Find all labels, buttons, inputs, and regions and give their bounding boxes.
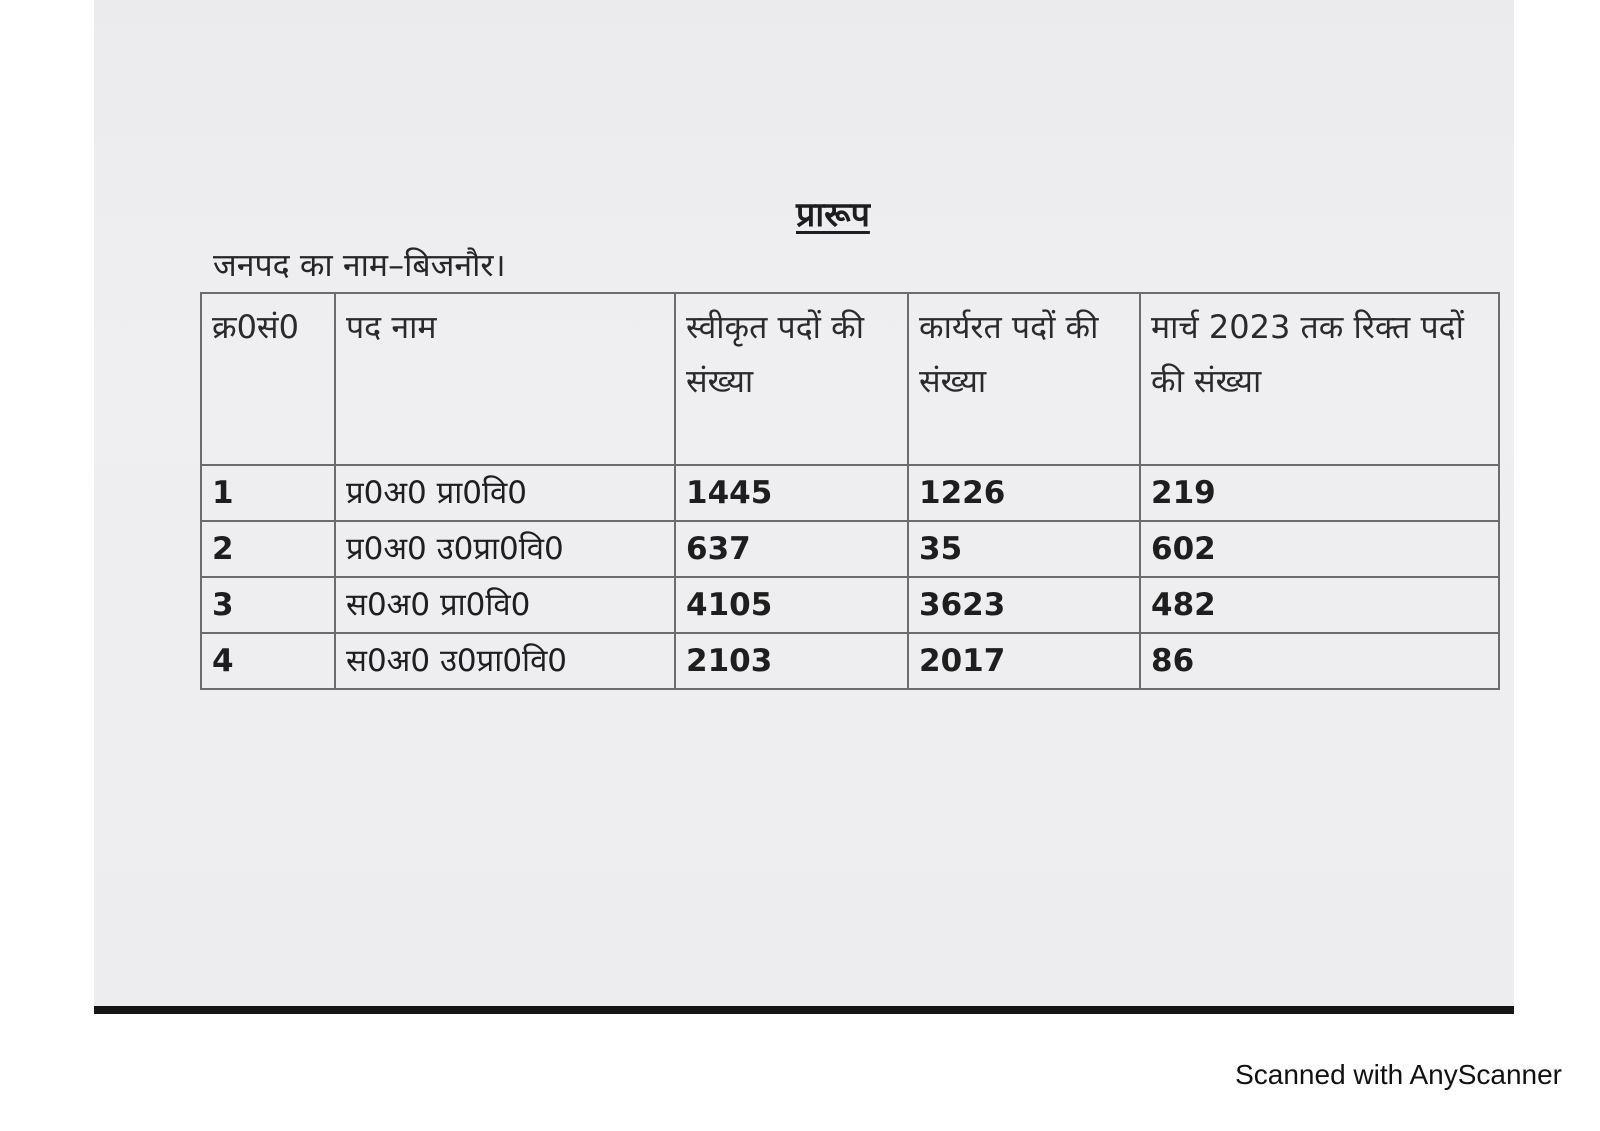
district-line: जनपद का नाम–बिजनौर। [213,246,506,284]
header-vacant-posts: मार्च 2023 तक रिक्त पदों की संख्या [1140,293,1499,465]
cell-serial-no: 3 [201,577,335,633]
document-title: प्रारूप [796,195,870,235]
header-sanctioned-posts: स्वीकृत पदों की संख्या [675,293,908,465]
cell-post-name: स0अ0 प्रा0वि0 [335,577,675,633]
table-row [201,577,1499,633]
table-row [201,465,1499,521]
page-edge-divider [94,1006,1514,1014]
table-row [201,521,1499,577]
cell-working: 2017 [908,633,1140,689]
cell-vacant: 86 [1140,633,1499,689]
cell-post-name: स0अ0 उ0प्रा0वि0 [335,633,675,689]
cell-working: 35 [908,521,1140,577]
cell-post-name: प्र0अ0 उ0प्रा0वि0 [335,521,675,577]
cell-serial-no: 1 [201,465,335,521]
cell-sanctioned: 1445 [675,465,908,521]
scanner-watermark: Scanned with AnyScanner [1235,1059,1562,1090]
cell-vacant: 602 [1140,521,1499,577]
table-header-row [201,293,1499,465]
cell-sanctioned: 4105 [675,577,908,633]
vacancy-table [200,292,1500,690]
cell-working: 1226 [908,465,1140,521]
cell-serial-no: 4 [201,633,335,689]
cell-working: 3623 [908,577,1140,633]
header-serial-no: क्र0सं0 [201,293,335,465]
cell-vacant: 219 [1140,465,1499,521]
header-working-posts: कार्यरत पदों की संख्या [908,293,1140,465]
cell-sanctioned: 2103 [675,633,908,689]
cell-sanctioned: 637 [675,521,908,577]
header-post-name: पद नाम [335,293,675,465]
cell-post-name: प्र0अ0 प्रा0वि0 [335,465,675,521]
cell-serial-no: 2 [201,521,335,577]
table-row [201,633,1499,689]
cell-vacant: 482 [1140,577,1499,633]
